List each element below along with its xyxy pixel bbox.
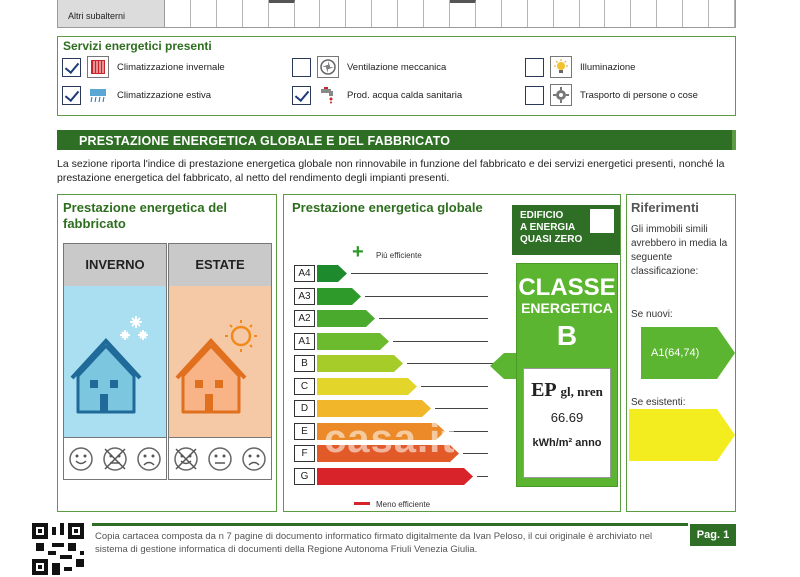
watermark: casa.it [324, 417, 456, 461]
globale-panel [283, 194, 621, 512]
globale-title: Prestazione energetica globale [292, 200, 483, 215]
class-line [421, 386, 488, 387]
class-bar-g [317, 468, 473, 485]
service-trasporto [525, 84, 698, 106]
section-header [57, 130, 736, 150]
faucet-icon [317, 84, 339, 106]
nzeb-line1: EDIFICIO [520, 210, 564, 221]
class-label: A3 [294, 288, 315, 305]
classe-pointer [490, 353, 518, 379]
nzeb-box [512, 205, 620, 255]
sad-face-icon [241, 446, 267, 472]
class-bar-d [317, 400, 431, 417]
ep-title [524, 379, 610, 402]
class-line [435, 408, 488, 409]
service-climatizzazione-estiva [62, 84, 211, 106]
sad-face-icon [136, 446, 162, 472]
gear-icon [550, 84, 572, 106]
servizi-box [57, 36, 736, 116]
air-conditioner-icon [87, 84, 109, 106]
fabbricato-title: Prestazione energetica del fabbricato [63, 200, 228, 231]
class-line [379, 318, 488, 319]
fabbricato-panel [57, 194, 277, 512]
section-title: PRESTAZIONE ENERGETICA GLOBALE E DEL FABBRICATO [79, 134, 451, 148]
service-acqua-calda [292, 84, 462, 106]
winter-house-icon [64, 286, 166, 436]
service-label: Ventilazione meccanica [347, 61, 447, 73]
service-label: Prod. acqua calda sanitaria [347, 89, 463, 101]
summer-house-icon [169, 286, 271, 436]
radiator-icon [87, 56, 109, 78]
servizi-title: Servizi energetici presenti [63, 39, 212, 53]
checkbox-illuminazione[interactable] [525, 58, 544, 77]
subalterni-cells [165, 0, 735, 27]
class-label: A1 [294, 333, 315, 350]
minus-icon [354, 502, 370, 505]
estate-header: ESTATE [168, 243, 272, 287]
checkbox-climatizzazione-estiva[interactable] [62, 86, 81, 105]
qr-code [32, 523, 84, 575]
class-bar-b [317, 355, 403, 372]
ep-sub: gl, nren [560, 384, 603, 399]
class-line [463, 453, 488, 454]
lightbulb-icon [550, 56, 572, 78]
service-ventilazione-meccanica [292, 56, 446, 78]
footer-bar [92, 523, 688, 526]
subalterni-table [57, 0, 736, 28]
classe-value: B [556, 320, 578, 351]
ep-box [523, 368, 611, 478]
esistenti-label: Se esistenti: [631, 397, 686, 408]
plus-icon: + [352, 241, 364, 263]
service-label: Illuminazione [580, 61, 636, 73]
class-label: D [294, 400, 315, 417]
service-illuminazione [525, 56, 635, 78]
checkbox-trasporto[interactable] [525, 86, 544, 105]
class-line [351, 273, 488, 274]
class-label: A2 [294, 310, 315, 327]
riferimenti-title: Riferimenti [631, 200, 699, 215]
class-label: C [294, 378, 315, 395]
happy-face-icon [68, 446, 94, 472]
piu-efficiente-label: Più efficiente [376, 251, 422, 260]
class-label: G [294, 468, 315, 485]
page-number: Pag. 1 [690, 524, 736, 546]
ep-unit: kWh/m² anno [532, 437, 602, 449]
class-bar-a4 [317, 265, 347, 282]
class-bar-a3 [317, 288, 361, 305]
subalterni-row-label: Altri subalterni [58, 0, 165, 27]
class-bar-c [317, 378, 417, 395]
esistenti-arrow [629, 409, 735, 461]
class-label: E [294, 423, 315, 440]
estate-body [168, 286, 272, 438]
checkbox-acqua-calda[interactable] [292, 86, 311, 105]
checkbox-ventilazione-meccanica[interactable] [292, 58, 311, 77]
class-line [393, 341, 488, 342]
classe-line2: ENERGETICA [521, 300, 613, 316]
classe-energetica-box [516, 263, 618, 487]
neutral-face-crossed-icon [102, 446, 128, 472]
ep-value: 66.69 [550, 410, 584, 425]
classe-line1: CLASSE [518, 274, 616, 301]
fan-icon [317, 56, 339, 78]
footer-text: Copia cartacea composta da n 7 pagine di documento informatico firmato digitalmente da Ivan Peloso, il cui originale è archiviato nel sistema di gestione informatica di documenti della Regione Autonoma Friuli Venezia Giulia. [95, 531, 653, 555]
nzeb-line3: QUASI ZERO [520, 234, 583, 245]
riferimenti-desc: Gli immobili simili avrebbero in media la seguente classificazione: [631, 224, 728, 277]
inverno-body [63, 286, 167, 438]
service-label: Climatizzazione estiva [117, 89, 211, 101]
happy-face-crossed-icon [173, 446, 199, 472]
class-bar-a1 [317, 333, 389, 350]
nuovi-value: A1(64,74) [651, 347, 700, 359]
class-line [407, 363, 500, 364]
service-label: Climatizzazione invernale [117, 61, 225, 73]
estate-rating [168, 438, 272, 480]
inverno-header: INVERNO [63, 243, 167, 287]
class-bar-a2 [317, 310, 375, 327]
nzeb-line2: A ENERGIA [520, 222, 576, 233]
class-line [365, 296, 488, 297]
nzeb-checkbox[interactable] [590, 209, 614, 233]
meno-efficiente-label: Meno efficiente [376, 500, 431, 509]
checkbox-climatizzazione-invernale[interactable] [62, 58, 81, 77]
class-label: F [294, 445, 315, 462]
nuovi-arrow [629, 327, 735, 379]
service-label: Trasporto di persone o cose [580, 89, 698, 101]
inverno-rating [63, 438, 167, 480]
class-label: A4 [294, 265, 315, 282]
section-intro: La sezione riporta l'indice di prestazione energetica globale non rinnovabile in funzione del fabbricato e dei servizi energetici presenti, nonché la prestazione energetica del fabbricato, al netto del rendimento degli impianti presenti. [57, 158, 725, 184]
service-climatizzazione-invernale [62, 56, 225, 78]
riferimenti-panel [626, 194, 736, 512]
neutral-face-icon [207, 446, 233, 472]
class-line [477, 476, 488, 477]
nuovi-label: Se nuovi: [631, 309, 673, 320]
class-label: B [294, 355, 315, 372]
ep-label: EP [531, 379, 556, 401]
